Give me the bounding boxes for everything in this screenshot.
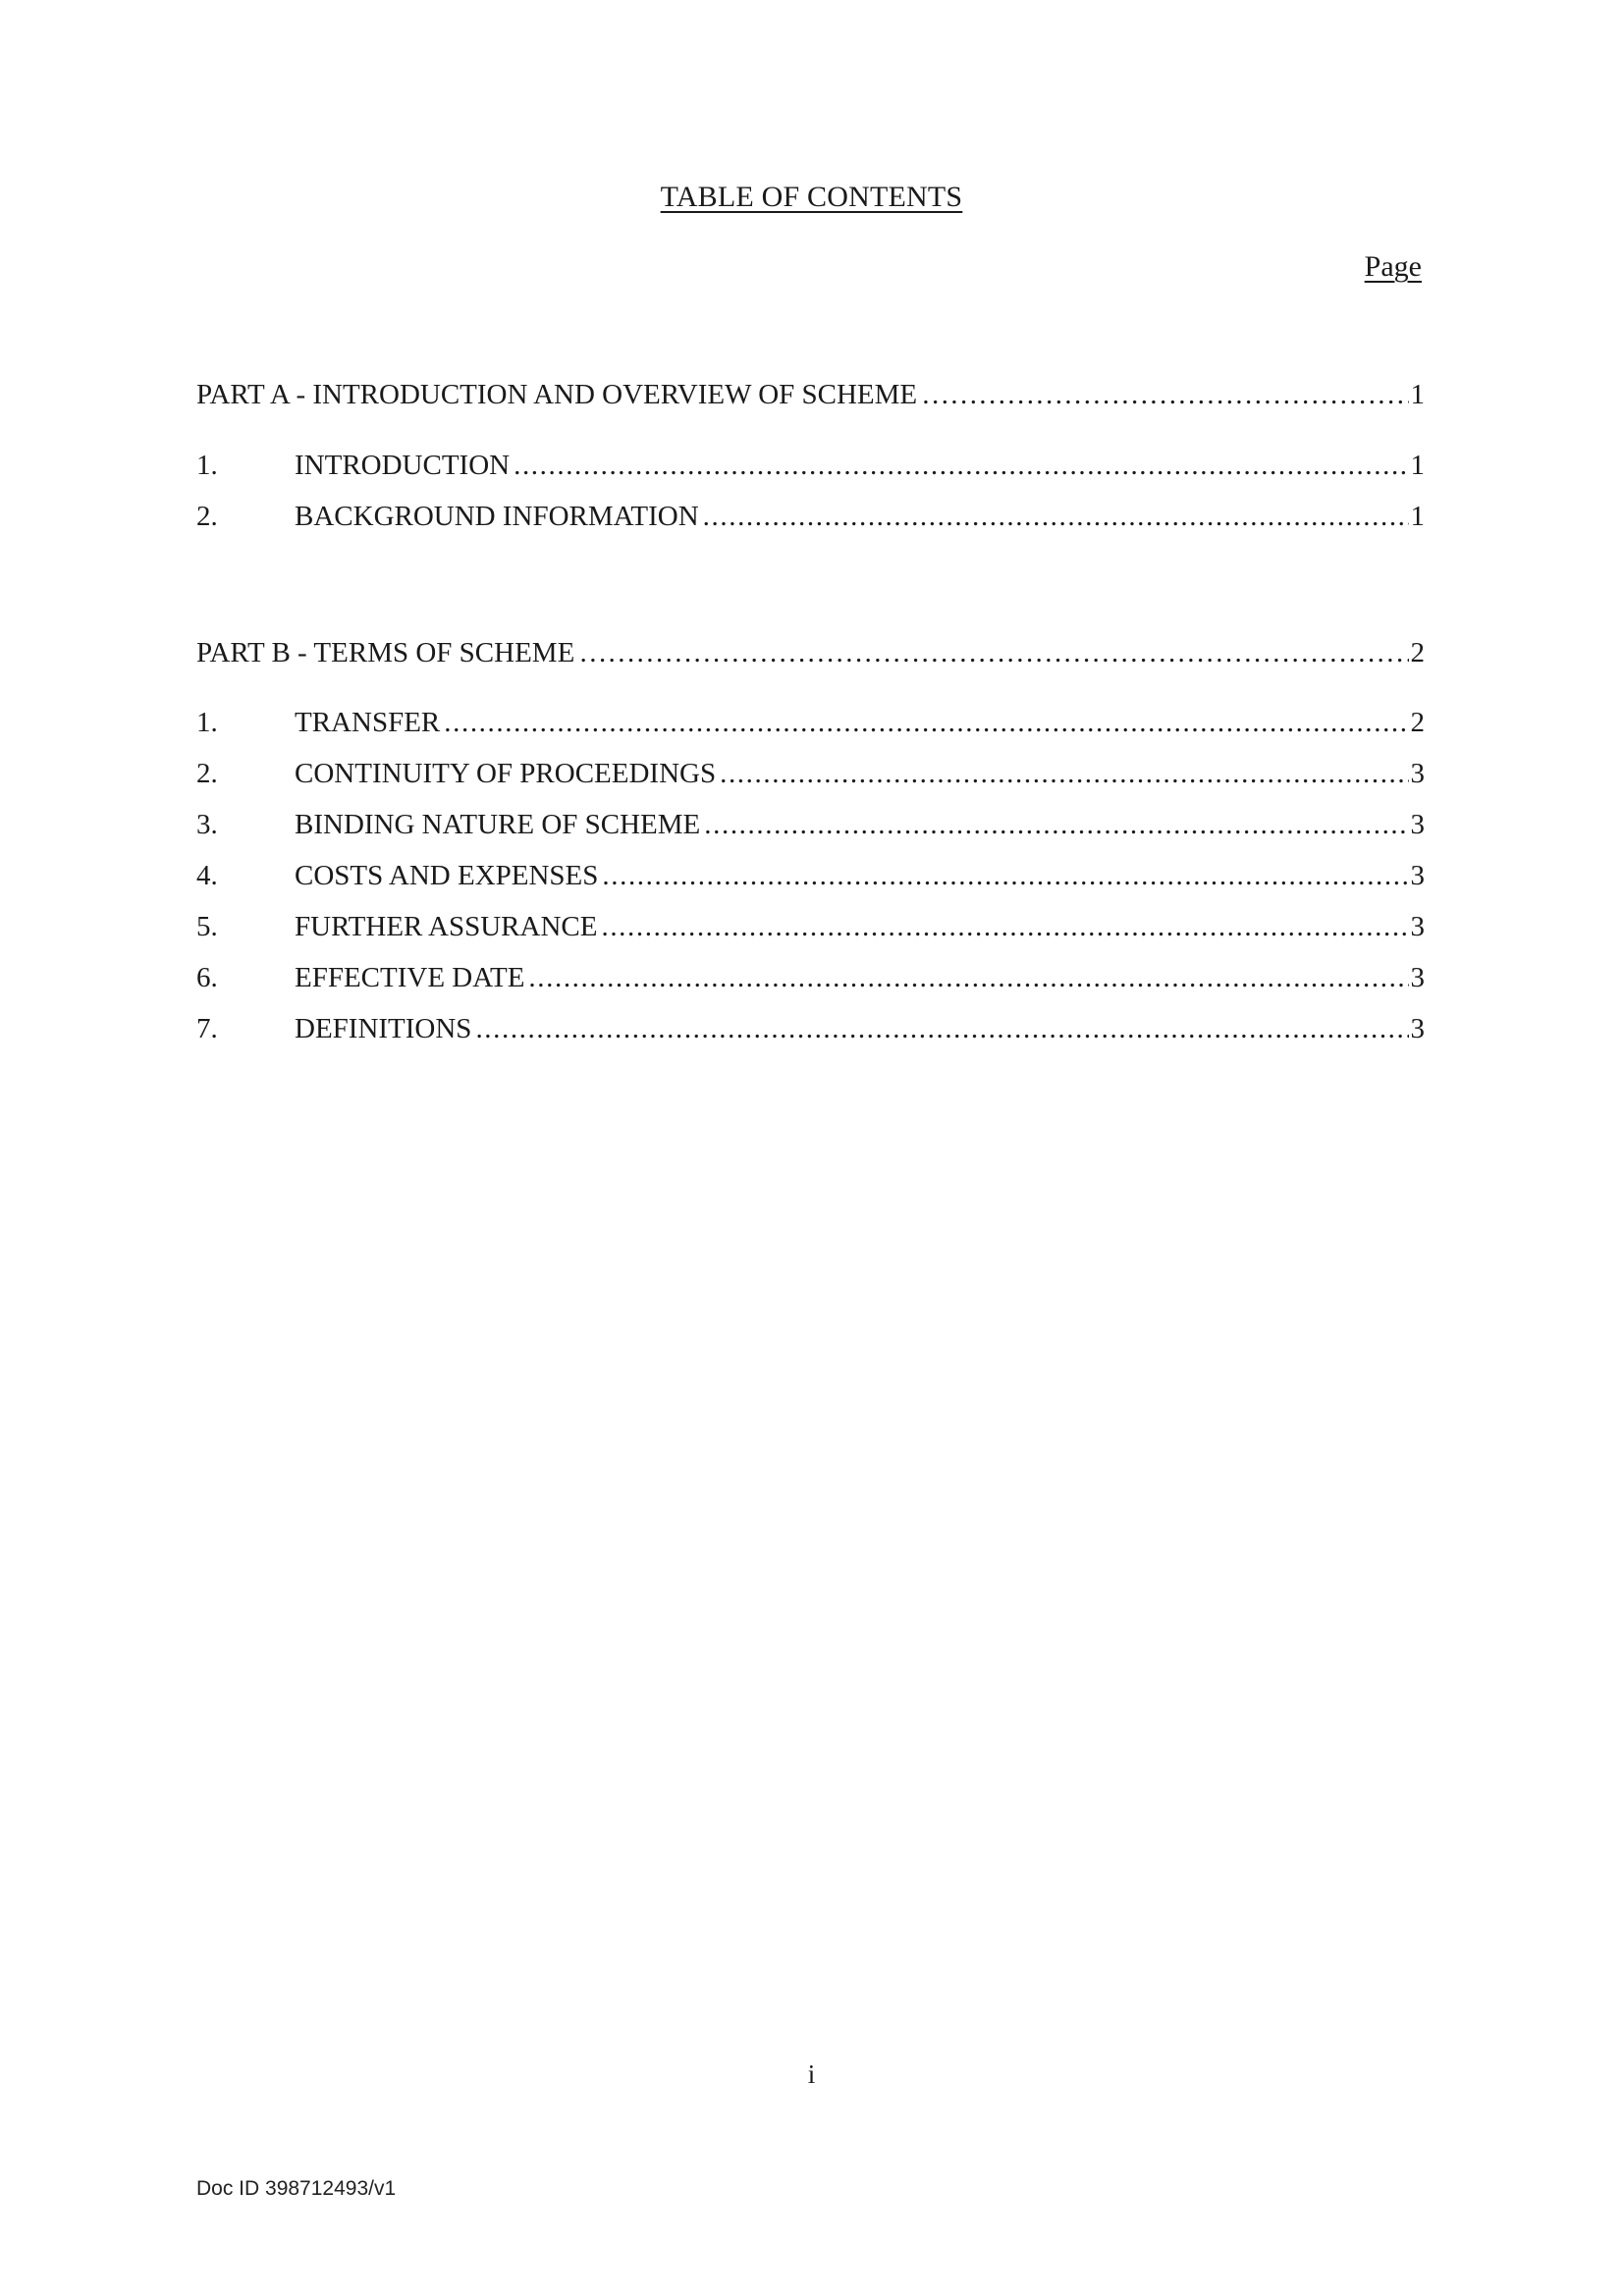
dot-leader (720, 756, 1408, 791)
toc-entry-background-information[interactable] (196, 499, 1425, 534)
toc-entry-number: 3. (196, 809, 218, 840)
toc-entry-number: 7. (196, 1013, 218, 1044)
toc-entry-effective-date[interactable] (196, 960, 1425, 995)
toc-entry-page: 3 (1410, 1013, 1425, 1044)
toc-entry-number: 6. (196, 962, 218, 993)
toc-entry-number: 2. (196, 758, 218, 789)
toc-entry-further-assurance[interactable] (196, 909, 1425, 944)
toc-entry-introduction[interactable] (196, 448, 1425, 483)
toc-entry-number: 5. (196, 911, 218, 942)
toc-entry-page: 3 (1410, 758, 1425, 789)
toc-entry-number: 2. (196, 501, 218, 532)
toc-entry-page: 3 (1410, 809, 1425, 840)
toc-entry-page: 2 (1410, 707, 1425, 738)
dot-leader (514, 448, 1408, 483)
toc-entry-label: DEFINITIONS (295, 1013, 472, 1044)
toc-entry-definitions[interactable] (196, 1011, 1425, 1046)
dot-leader (704, 807, 1408, 842)
toc-entry-page: 3 (1410, 911, 1425, 942)
dot-leader (601, 909, 1408, 944)
toc-entry-number: 4. (196, 860, 218, 891)
toc-entry-page: 1 (1410, 450, 1425, 481)
toc-part-b-label: PART B - TERMS OF SCHEME (196, 637, 575, 668)
toc-part-b-page: 2 (1410, 637, 1425, 668)
toc-part-a-page: 1 (1410, 379, 1425, 410)
dot-leader (703, 499, 1409, 534)
toc-entry-label: CONTINUITY OF PROCEEDINGS (295, 758, 717, 789)
dot-leader (602, 858, 1408, 893)
toc-entry-label: COSTS AND EXPENSES (295, 860, 599, 891)
footer-page-number: i (807, 2059, 816, 2089)
dot-leader (921, 377, 1408, 412)
toc-part-a-label: PART A - INTRODUCTION AND OVERVIEW OF SCHEME (196, 379, 918, 410)
toc-entry-page: 3 (1410, 962, 1425, 993)
dot-leader (578, 635, 1408, 670)
toc-entry-binding-nature-of-scheme[interactable] (196, 807, 1425, 842)
toc-entry-label: BACKGROUND INFORMATION (295, 501, 699, 532)
toc-entry-number: 1. (196, 707, 218, 738)
toc-part-b-heading[interactable] (196, 635, 1425, 670)
toc-entry-continuity-of-proceedings[interactable] (196, 756, 1425, 791)
toc-part-a-heading[interactable] (196, 377, 1425, 412)
toc-entry-label: TRANSFER (295, 707, 441, 738)
toc-entry-label: BINDING NATURE OF SCHEME (295, 809, 701, 840)
toc-entry-page: 3 (1410, 860, 1425, 891)
toc-entry-transfer[interactable] (196, 705, 1425, 740)
doc-id: Doc ID 398712493/v1 (196, 2177, 397, 2200)
toc-entry-page: 1 (1410, 501, 1425, 532)
dot-leader (528, 960, 1408, 995)
toc-entry-label: FURTHER ASSURANCE (295, 911, 598, 942)
toc-entry-label: EFFECTIVE DATE (295, 962, 525, 993)
toc-entry-costs-and-expenses[interactable] (196, 858, 1425, 893)
toc-entry-label: INTRODUCTION (295, 450, 511, 481)
dot-leader (475, 1011, 1408, 1046)
page-column-label: Page (1364, 250, 1422, 283)
dot-leader (444, 705, 1408, 740)
page-title: TABLE OF CONTENTS (660, 181, 963, 213)
toc-entry-number: 1. (196, 450, 218, 481)
